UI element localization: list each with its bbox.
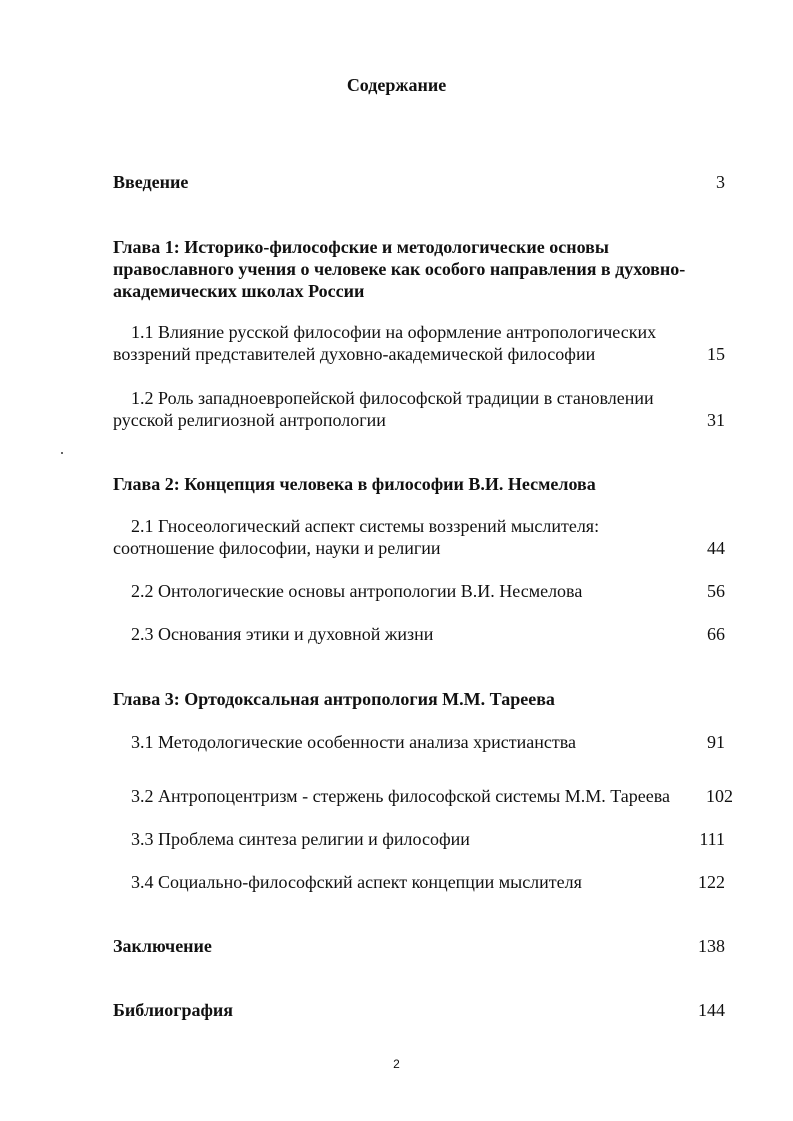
toc-section-3-1: 3.1 Методологические особенности анализа христианства (131, 732, 577, 752)
toc-page-conclusion: 138 (698, 936, 725, 956)
toc-page-1-2: 31 (707, 410, 725, 430)
toc-chapter-3: Глава 3: Ортодоксальная антропология М.М. Тареева (113, 689, 555, 709)
page-title: Содержание (346, 75, 447, 95)
toc-section-3-2: 3.2 Антропоцентризм - стержень философской системы М.М. Тареева (131, 786, 670, 806)
toc-entry-intro: Введение (113, 172, 189, 192)
toc-page-2-2: 56 (707, 581, 725, 601)
toc-chapter-1: Глава 1: Историко-философские и методологические основы православного учения о человеке как особого направления в духовно-академических школах России (113, 237, 686, 301)
toc-section-2-3: 2.3 Основания этики и духовной жизни (131, 624, 434, 644)
page-number-footer: 2 (393, 1057, 400, 1071)
toc-page-3-3: 111 (699, 829, 725, 849)
stray-mark (61, 452, 63, 454)
toc-page-bibliography: 144 (698, 1000, 725, 1020)
toc-section-3-3: 3.3 Проблема синтеза религии и философии (131, 829, 470, 849)
toc-section-1-2: 1.2 Роль западноевропейской философской традиции в становлении русской религиозной антропологии (113, 388, 654, 430)
toc-page-2-3: 66 (707, 624, 725, 644)
toc-section-2-1: 2.1 Гносеологический аспект системы воззрений мыслителя: соотношение философии, науки и религии (113, 516, 600, 558)
toc-section-2-2: 2.2 Онтологические основы антропологии В.И. Несмелова (131, 581, 583, 601)
toc-entry-bibliography: Библиография (113, 1000, 234, 1020)
toc-page-intro: 3 (716, 172, 725, 192)
toc-page-1-1: 15 (707, 344, 725, 364)
toc-page-3-2: 102 (706, 786, 733, 806)
toc-entry-conclusion: Заключение (113, 936, 212, 956)
toc-section-3-4: 3.4 Социально-философский аспект концепции мыслителя (131, 872, 582, 892)
toc-page-3-4: 122 (698, 872, 725, 892)
toc-page-2-1: 44 (707, 538, 725, 558)
toc-section-1-1: 1.1 Влияние русской философии на оформление антропологических воззрений представителей духовно-академической философии (113, 322, 657, 364)
toc-chapter-2: Глава 2: Концепция человека в философии В.И. Несмелова (113, 474, 596, 494)
toc-page-3-1: 91 (707, 732, 725, 752)
